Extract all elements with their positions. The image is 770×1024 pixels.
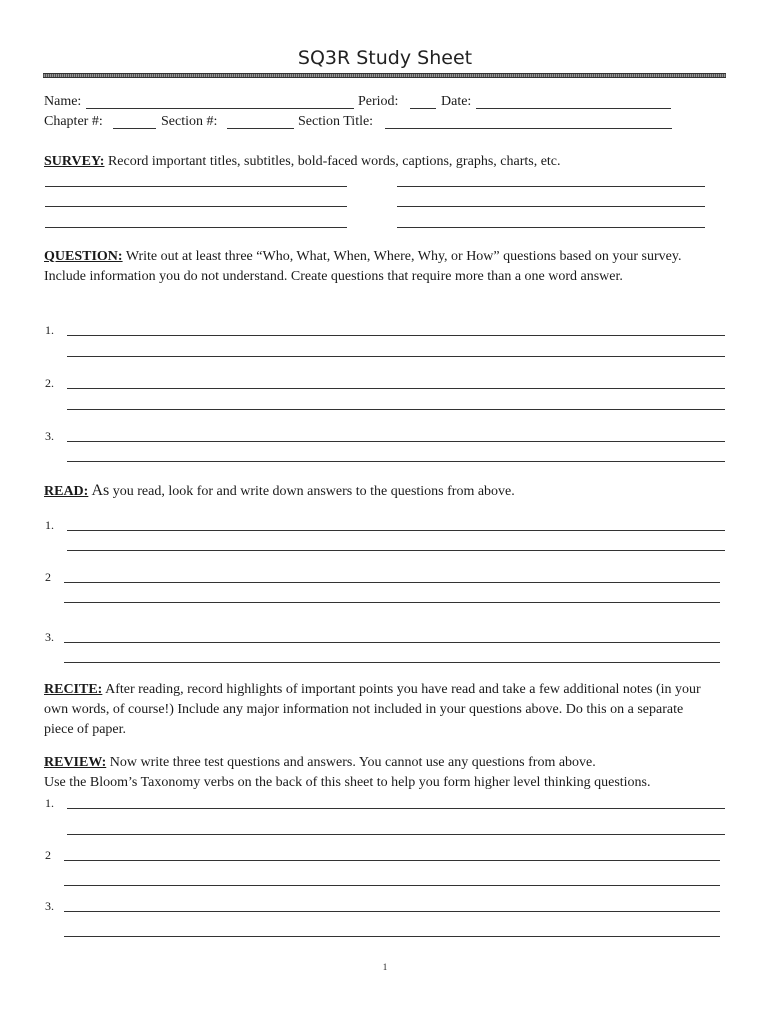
survey-line-right-1[interactable] bbox=[397, 186, 705, 187]
section-title-label: Section Title: bbox=[298, 114, 374, 129]
question-text: Write out at least three “Who, What, When, Where, Why, or How” questions based on your survey. Include information you do not understand. Create questions that require more than a one word answer. bbox=[44, 249, 682, 284]
section-label: Section #: bbox=[161, 114, 218, 129]
question-line-3b[interactable] bbox=[67, 461, 725, 462]
chapter-label: Chapter #: bbox=[44, 114, 103, 129]
survey-instructions bbox=[44, 152, 561, 172]
survey-text: Record important titles, subtitles, bold-faced words, captions, graphs, charts, etc. bbox=[104, 154, 561, 169]
survey-line-left-2[interactable] bbox=[45, 206, 347, 207]
title-divider bbox=[43, 73, 726, 78]
date-field[interactable] bbox=[476, 108, 671, 109]
review-number-3: 3. bbox=[45, 899, 54, 913]
review-line-1b[interactable] bbox=[67, 834, 725, 835]
read-line-1a[interactable] bbox=[67, 530, 725, 531]
survey-line-left-1[interactable] bbox=[45, 186, 347, 187]
question-line-3a[interactable] bbox=[67, 441, 725, 442]
review-heading: REVIEW: bbox=[44, 755, 107, 770]
review-text: Now write three test questions and answers. You cannot use any questions from above. bbox=[106, 755, 596, 770]
review-line-2a[interactable] bbox=[64, 860, 720, 861]
question-line-2b[interactable] bbox=[67, 409, 725, 410]
review-instructions-2: Use the Bloom’s Taxonomy verbs on the back of this sheet to help you form higher level thinking questions. bbox=[44, 775, 651, 790]
recite-heading: RECITE: bbox=[44, 682, 103, 697]
read-line-1b[interactable] bbox=[67, 550, 725, 551]
question-instructions bbox=[44, 247, 714, 287]
question-line-1b[interactable] bbox=[67, 356, 725, 357]
page-title: SQ3R Study Sheet bbox=[297, 47, 473, 69]
chapter-field[interactable] bbox=[113, 128, 156, 129]
read-number-1: 1. bbox=[45, 518, 54, 532]
question-line-2a[interactable] bbox=[67, 388, 725, 389]
question-line-1a[interactable] bbox=[67, 335, 725, 336]
page-number: 1 bbox=[382, 962, 388, 972]
name-field[interactable] bbox=[86, 108, 354, 109]
review-line-3a[interactable] bbox=[64, 911, 720, 912]
read-line-3b[interactable] bbox=[64, 662, 720, 663]
period-field[interactable] bbox=[410, 108, 436, 109]
read-heading: READ: bbox=[44, 484, 89, 499]
review-line-1a[interactable] bbox=[67, 808, 725, 809]
recite-instructions bbox=[44, 680, 714, 740]
read-number-3: 3. bbox=[45, 630, 54, 644]
review-line-2b[interactable] bbox=[64, 885, 720, 886]
survey-line-right-3[interactable] bbox=[397, 227, 705, 228]
read-text: you read, look for and write down answers to the questions from above. bbox=[109, 484, 515, 499]
review-instructions bbox=[44, 753, 596, 773]
review-number-2: 2 bbox=[45, 848, 51, 862]
survey-line-left-3[interactable] bbox=[45, 227, 347, 228]
question-number-1: 1. bbox=[45, 323, 54, 337]
survey-heading: SURVEY: bbox=[44, 154, 105, 169]
date-label: Date: bbox=[441, 94, 472, 109]
read-line-3a[interactable] bbox=[64, 642, 720, 643]
section-field[interactable] bbox=[227, 128, 294, 129]
read-number-2: 2 bbox=[45, 570, 51, 584]
section-title-field[interactable] bbox=[385, 128, 672, 129]
read-line-2a[interactable] bbox=[64, 582, 720, 583]
read-as-word: As bbox=[88, 482, 110, 499]
review-line-3b[interactable] bbox=[64, 936, 720, 937]
question-number-2: 2. bbox=[45, 376, 54, 390]
survey-line-right-2[interactable] bbox=[397, 206, 705, 207]
read-instructions bbox=[44, 481, 515, 502]
period-label: Period: bbox=[358, 94, 399, 109]
question-number-3: 3. bbox=[45, 429, 54, 443]
review-number-1: 1. bbox=[45, 796, 54, 810]
name-label: Name: bbox=[44, 94, 82, 109]
question-heading: QUESTION: bbox=[44, 249, 123, 264]
read-line-2b[interactable] bbox=[64, 602, 720, 603]
recite-text: After reading, record highlights of important points you have read and take a few additional notes (in your own words, of course!) Include any major information not included in your questions above. Do this on a separate piece of paper. bbox=[44, 682, 701, 737]
